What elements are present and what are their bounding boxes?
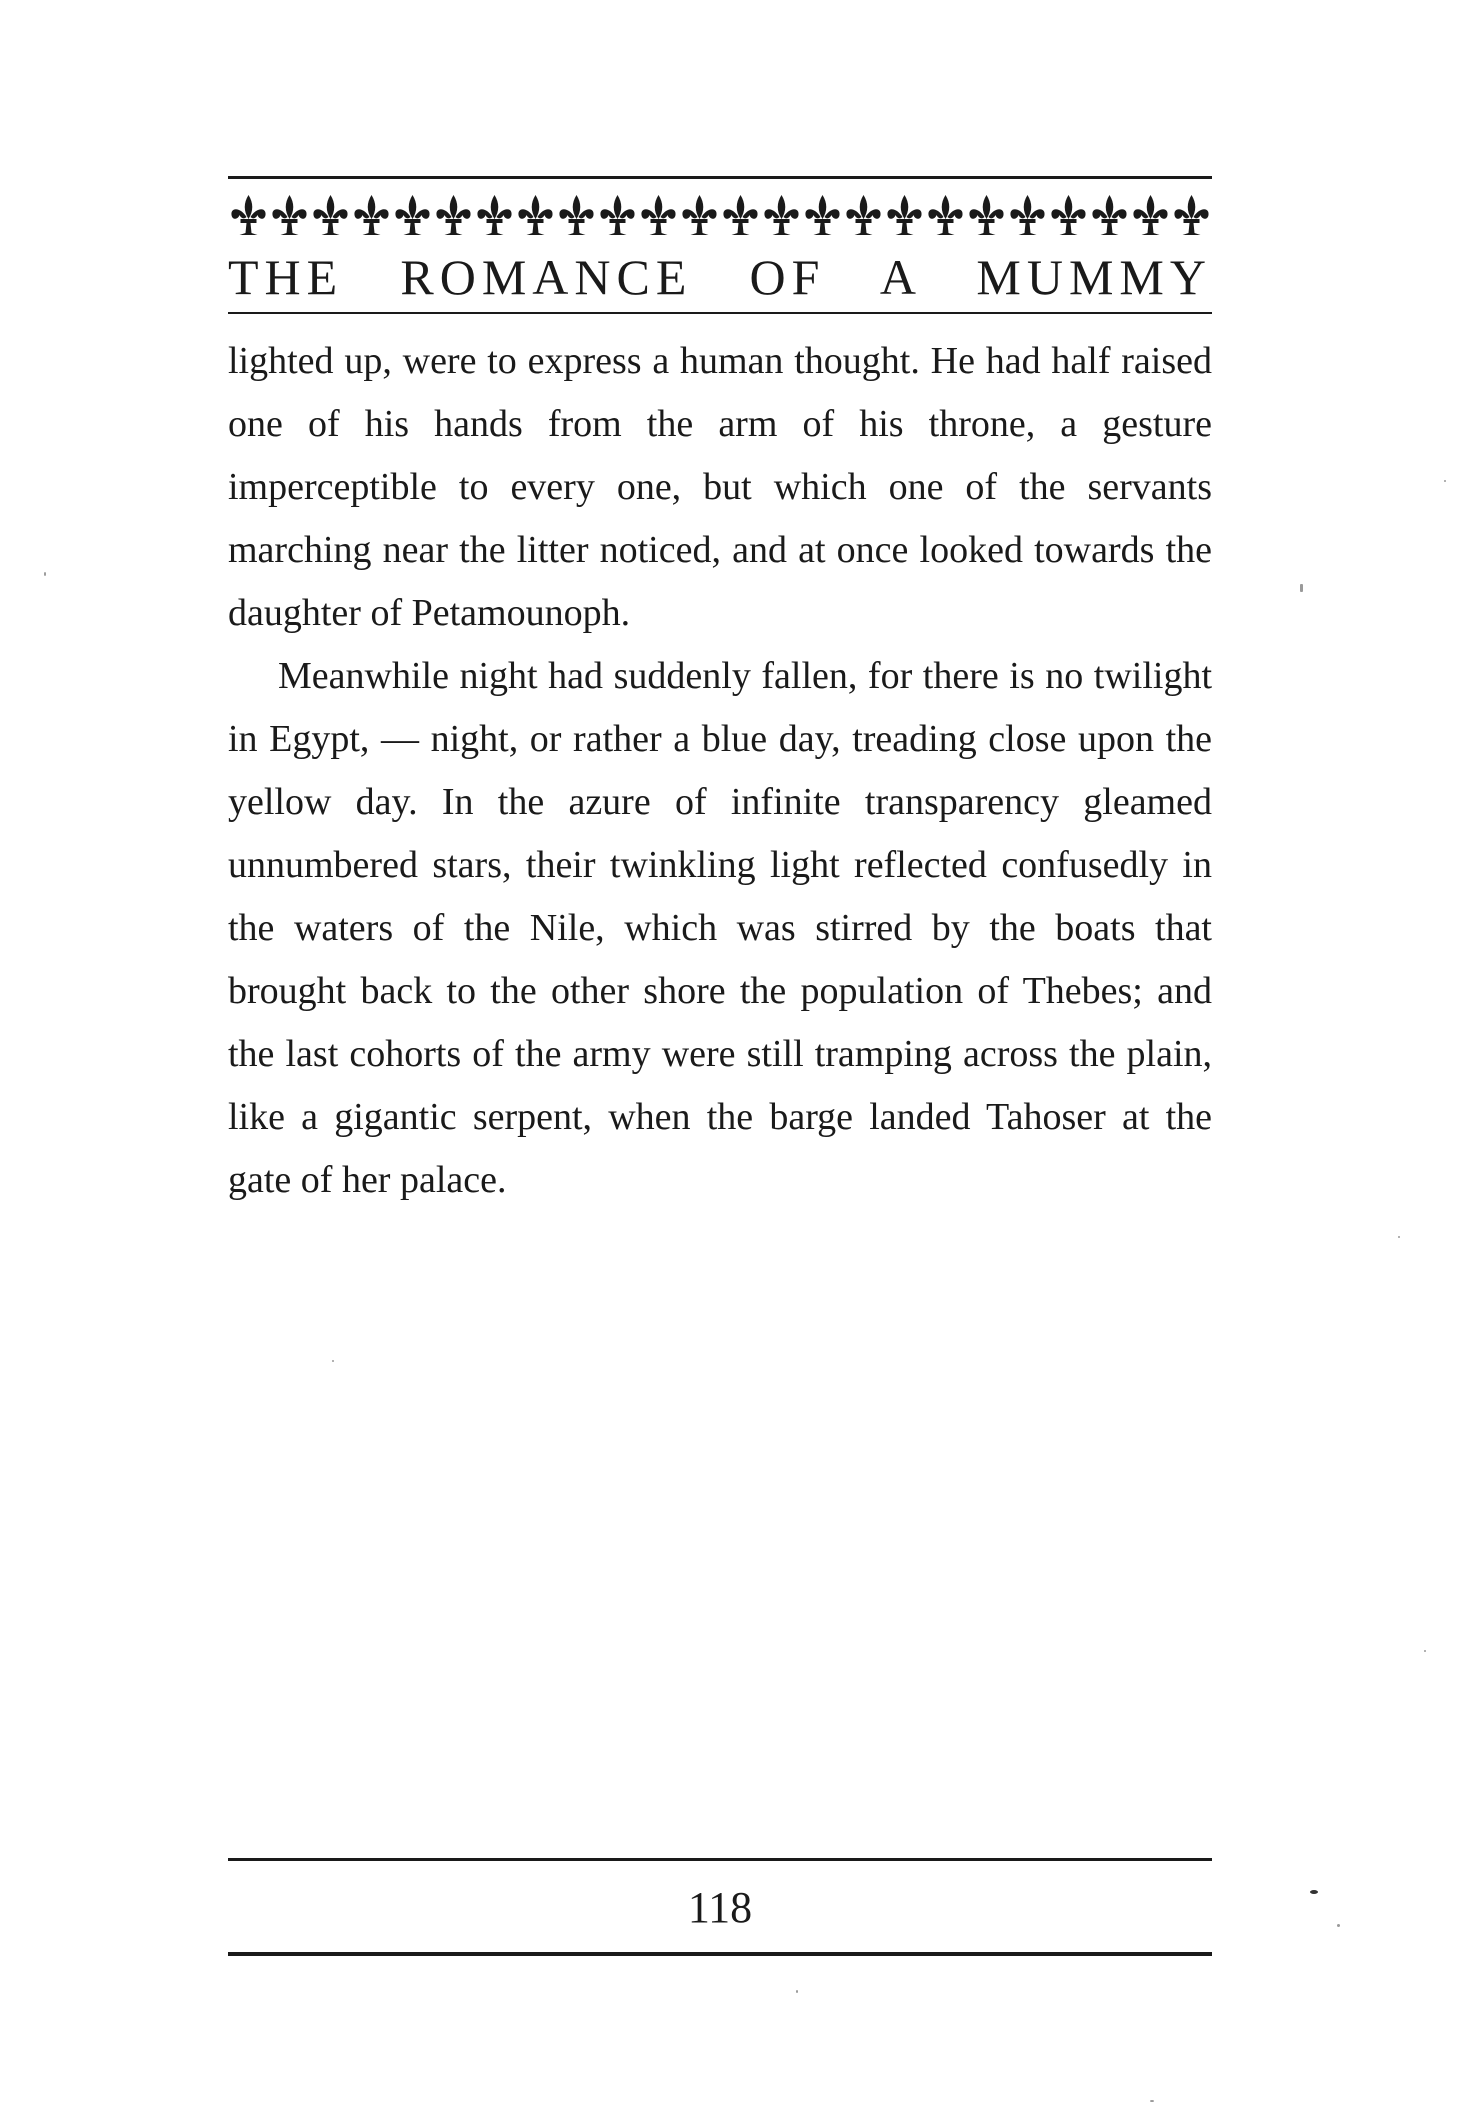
- fleur-icon: [805, 195, 839, 235]
- fleur-icon: [436, 195, 470, 235]
- fleur-icon: [1092, 195, 1126, 235]
- paragraph-1: lighted up, were to express a human thought. He had half raised one of his hands from the arm of his throne, a gesture imperceptible to every one, but which one of the servants marching near the litter noticed, and at once looked towards the daughter of Petamounoph.: [228, 340, 1212, 634]
- fleur-icon: [272, 195, 306, 235]
- fleur-icon: [969, 195, 1003, 235]
- fleur-icon: [641, 195, 675, 235]
- page-number: 118: [687, 1883, 753, 1932]
- title-rule: [228, 312, 1212, 314]
- body-text: [228, 330, 1212, 1212]
- fleur-icon: [764, 195, 798, 235]
- fleur-icon: [354, 195, 388, 235]
- fleur-icon: [846, 195, 880, 235]
- fleur-icon: [1010, 195, 1044, 235]
- fleur-icon: [395, 195, 429, 235]
- fleur-icon: [231, 195, 265, 235]
- fleur-icon: [1174, 195, 1208, 235]
- fleur-icon: [1051, 195, 1085, 235]
- fleur-de-lis-border-icon: [228, 192, 1212, 238]
- running-title: THE ROMANCE OF A MUMMY: [228, 249, 1212, 305]
- fleur-icon: [1133, 195, 1167, 235]
- fleur-icon: [477, 195, 511, 235]
- fleur-icon: [600, 195, 634, 235]
- footer-bottom-rule: [228, 1952, 1212, 1956]
- paragraph-2: Meanwhile night had suddenly fallen, for there is no twilight in Egypt, — night, or rather a blue day, treading close upon the yellow day. In the azure of infinite transparency gleamed unnumbered stars, their twinkling light reflected confusedly in the waters of the Nile, which was stirred by the boats that brought back to the other shore the population of Thebes; and the last cohorts of the army were still tramping across the plain, like a gigantic serpent, when the barge landed Tahoser at the gate of her palace.: [228, 655, 1212, 1201]
- fleur-icon: [518, 195, 552, 235]
- fleur-icon: [887, 195, 921, 235]
- fleur-icon: [682, 195, 716, 235]
- fleur-icon: [559, 195, 593, 235]
- fleur-icon: [928, 195, 962, 235]
- book-page: [228, 0, 1212, 2122]
- fleur-icon: [313, 195, 347, 235]
- footer-top-rule: [228, 1858, 1212, 1861]
- top-rule: [228, 176, 1212, 179]
- fleur-icon: [723, 195, 757, 235]
